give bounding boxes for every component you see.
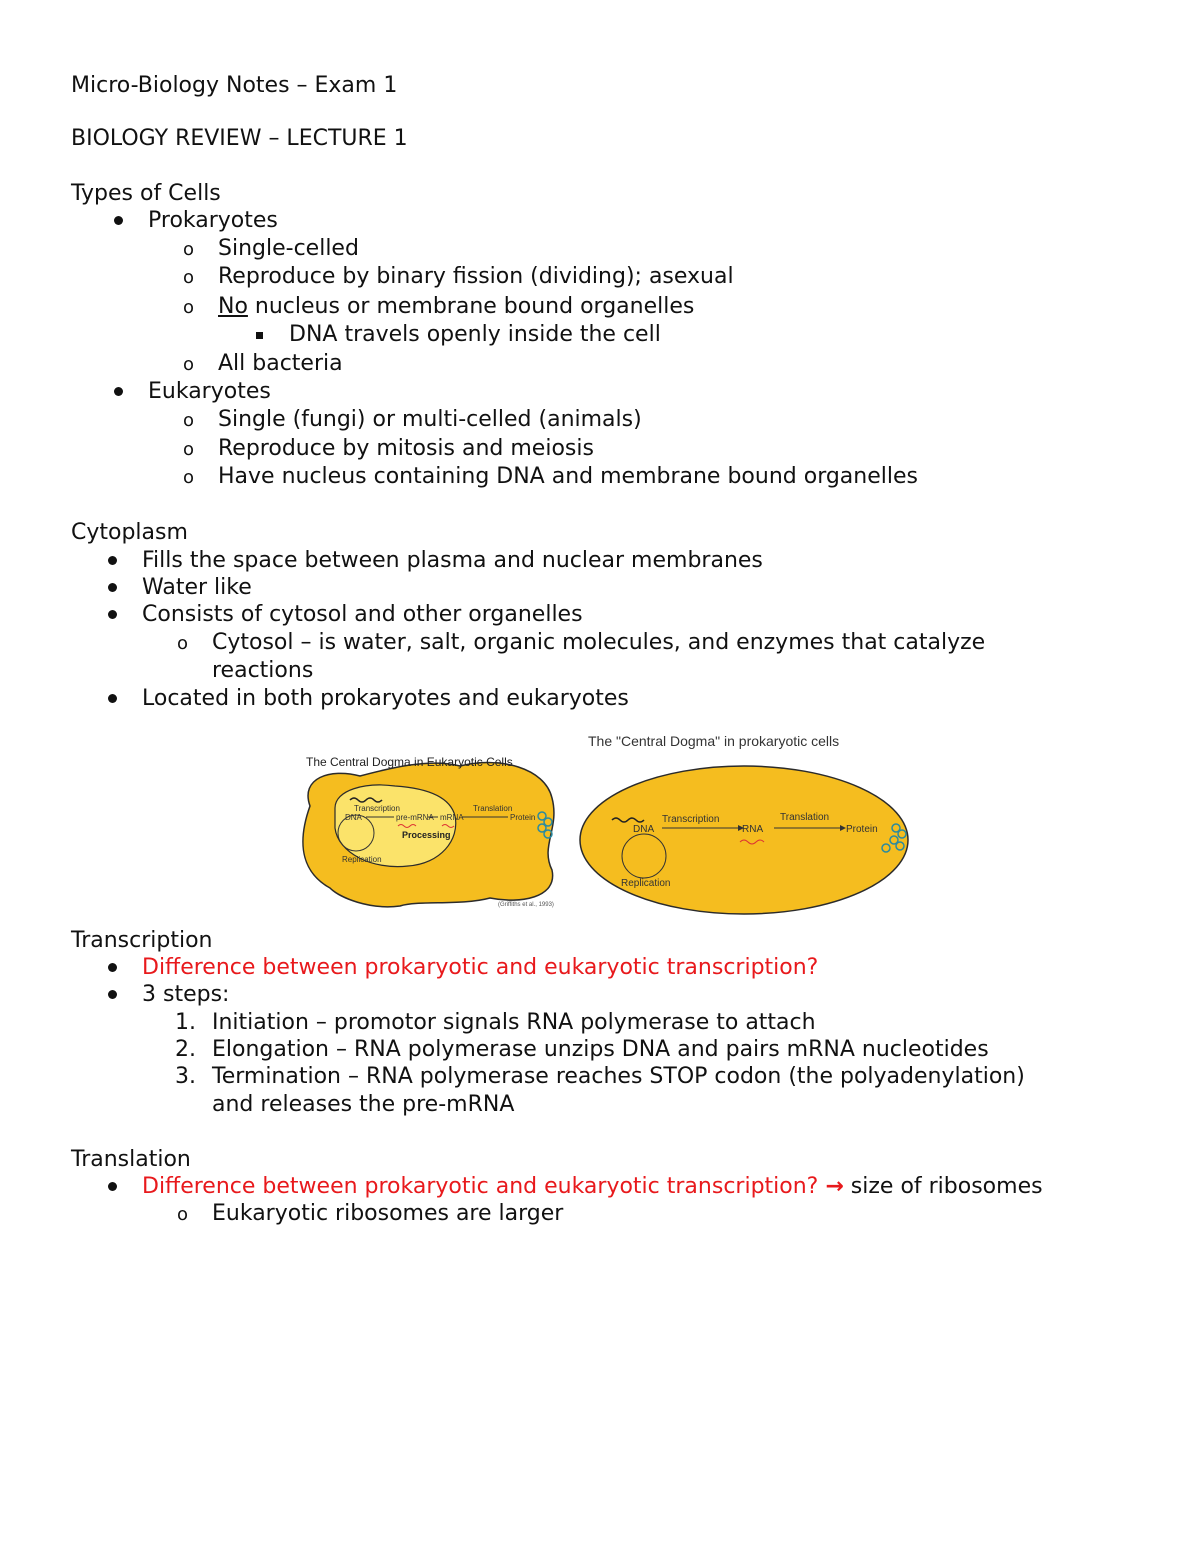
list-item: Single (fungi) or multi-celled (animals) — [218, 407, 642, 432]
list-item: Located in both prokaryotes and eukaryotes — [142, 686, 629, 711]
no-nucleus-text: nucleus or membrane bound organelles — [247, 294, 695, 319]
euk-credit: (Griffiths et al., 1993) — [498, 902, 554, 908]
document-title: Micro-Biology Notes – Exam 1 — [71, 73, 398, 98]
eukaryotes-label: Eukaryotes — [148, 379, 271, 404]
arrow-icon: → — [825, 1174, 844, 1199]
sub-bullet: o — [183, 297, 195, 318]
bullet — [108, 556, 117, 565]
bullet — [108, 963, 117, 972]
translation-answer: size of ribosomes — [843, 1174, 1043, 1199]
prok-translation-label: Translation — [780, 812, 830, 823]
sub-bullet: o — [183, 267, 195, 288]
section-heading-transcription: Transcription — [71, 928, 213, 953]
steps-label: 3 steps: — [142, 982, 230, 1007]
translation-question: Difference between prokaryotic and eukaryotic transcription? — [142, 1174, 819, 1199]
eukaryotic-diagram — [290, 728, 562, 912]
sub-bullet: o — [183, 467, 195, 488]
sub-bullet: o — [177, 1204, 189, 1225]
sub-bullet: o — [183, 354, 195, 375]
section-heading-cytoplasm: Cytoplasm — [71, 520, 188, 545]
list-item: Have nucleus containing DNA and membrane bound organelles — [218, 464, 918, 489]
translation-question-line — [142, 1173, 1043, 1201]
euk-dna-label: DNA — [345, 813, 362, 822]
euk-transcription-label: Transcription — [354, 804, 400, 813]
section-heading-types: Types of Cells — [71, 181, 221, 206]
euk-mrna-label: mRNA — [440, 813, 464, 822]
list-item: Water like — [142, 575, 252, 600]
prok-rna-label: RNA — [742, 824, 764, 835]
eukaryotic-dogma-figure — [290, 728, 562, 912]
bullet — [108, 694, 117, 703]
prok-dna-label: DNA — [633, 824, 655, 835]
list-item: Fills the space between plasma and nuclear membranes — [142, 548, 763, 573]
euk-replication-label: Replication — [342, 855, 382, 864]
section-heading-translation: Translation — [71, 1147, 191, 1172]
sub-bullet: o — [183, 410, 195, 431]
step-number: 2. — [175, 1037, 196, 1062]
bullet — [108, 990, 117, 999]
underlined-no: No — [218, 294, 248, 319]
bullet — [114, 387, 123, 396]
prok-protein-label: Protein — [846, 824, 878, 835]
step-item-continuation: and releases the pre-mRNA — [212, 1092, 515, 1117]
prokaryotic-diagram — [578, 728, 914, 918]
step-number: 3. — [175, 1064, 196, 1089]
square-bullet — [256, 332, 263, 339]
list-item: Eukaryotic ribosomes are larger — [212, 1201, 564, 1226]
list-item: Single-celled — [218, 236, 359, 261]
list-item: Reproduce by binary fission (dividing); asexual — [218, 264, 734, 289]
bullet — [114, 216, 123, 225]
step-item: Elongation – RNA polymerase unzips DNA and pairs mRNA nucleotides — [212, 1037, 989, 1062]
step-item: Initiation – promotor signals RNA polymerase to attach — [212, 1010, 816, 1035]
transcription-question: Difference between prokaryotic and eukaryotic transcription? — [142, 955, 819, 980]
lecture-heading: BIOLOGY REVIEW – LECTURE 1 — [71, 126, 408, 151]
prok-figure-title: The "Central Dogma" in prokaryotic cells — [588, 733, 840, 749]
bullet — [108, 1182, 117, 1191]
step-number: 1. — [175, 1010, 196, 1035]
euk-premrna-label: pre-mRNA — [396, 813, 434, 822]
list-item: Consists of cytosol and other organelles — [142, 602, 583, 627]
step-item: Termination – RNA polymerase reaches STOP codon (the polyadenylation) — [212, 1064, 1025, 1089]
euk-processing-label: Processing — [402, 830, 451, 840]
list-item: Cytosol – is water, salt, organic molecules, and enzymes that catalyze — [212, 630, 986, 655]
bullet — [108, 610, 117, 619]
prokaryotic-dogma-figure — [578, 728, 914, 918]
prok-transcription-label: Transcription — [662, 814, 720, 825]
sub-bullet: o — [183, 439, 195, 460]
euk-translation-label: Translation — [473, 804, 513, 813]
list-item: All bacteria — [218, 351, 343, 376]
sub-bullet: o — [183, 239, 195, 260]
list-item-continuation: reactions — [212, 658, 314, 683]
prokaryotes-label: Prokaryotes — [148, 208, 278, 233]
bullet — [108, 583, 117, 592]
list-item: Reproduce by mitosis and meiosis — [218, 436, 594, 461]
list-item-no-nucleus — [218, 293, 694, 321]
euk-figure-title: The Central Dogma in Eukaryotic Cells — [306, 755, 513, 769]
prok-replication-label: Replication — [621, 878, 671, 889]
list-item: DNA travels openly inside the cell — [289, 322, 661, 347]
sub-bullet: o — [177, 633, 189, 654]
euk-protein-label: Protein — [510, 813, 536, 822]
